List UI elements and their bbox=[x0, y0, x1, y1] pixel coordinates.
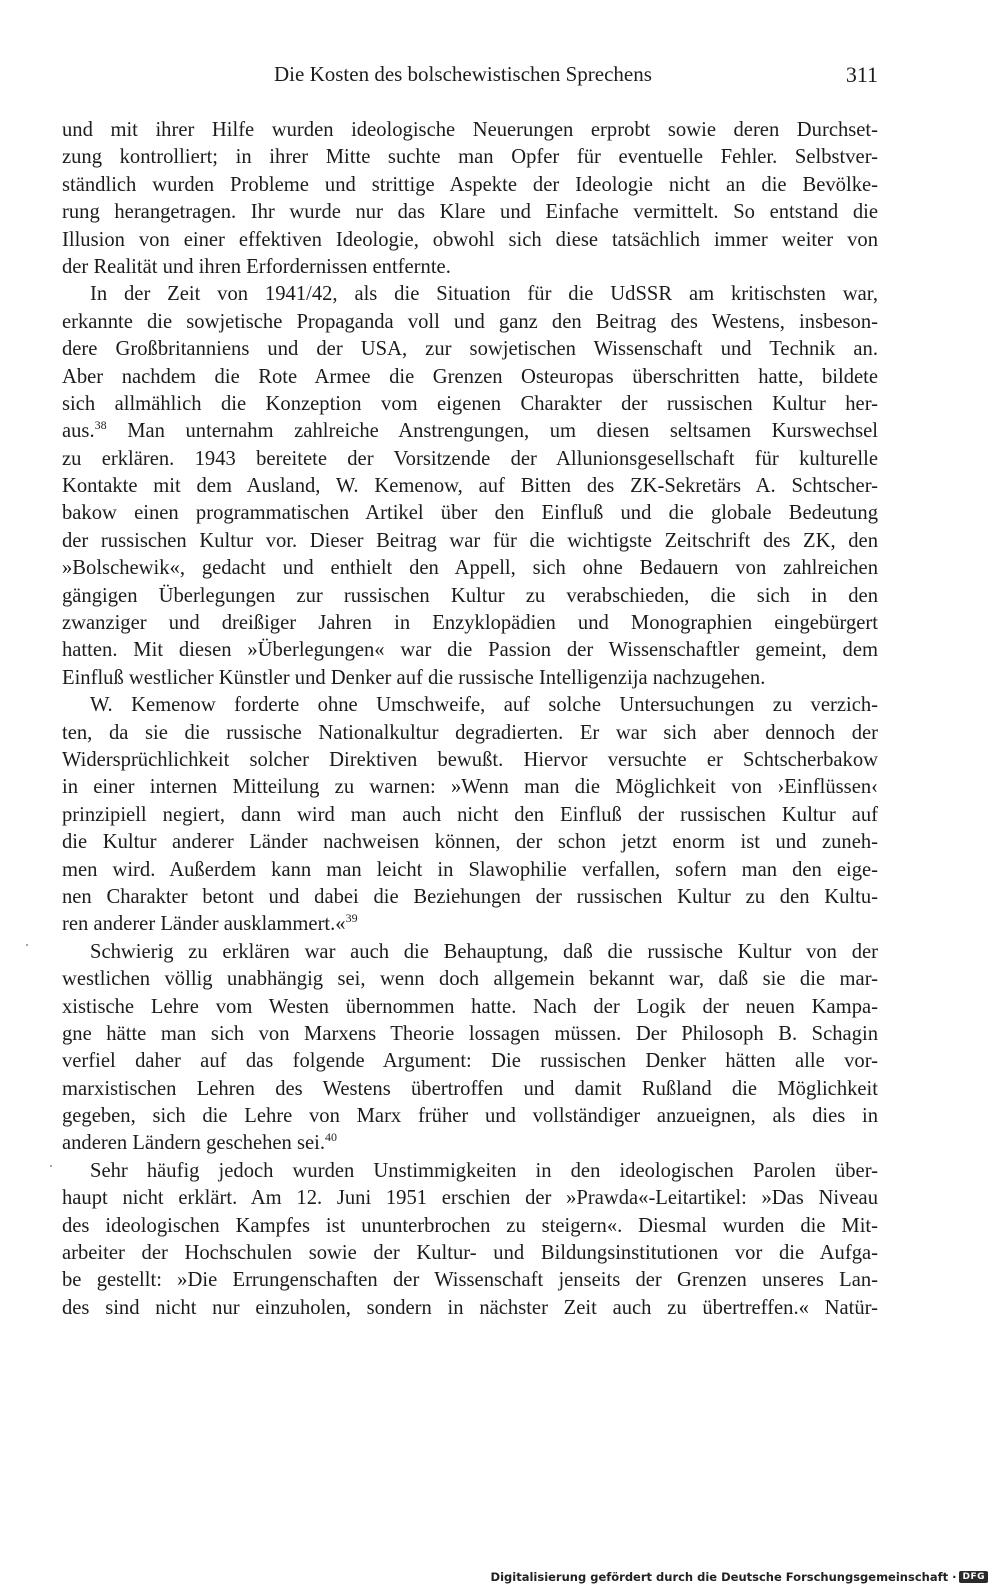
text-line bbox=[62, 966, 878, 993]
text-line bbox=[62, 336, 878, 363]
footnote-marker: 40 bbox=[325, 1130, 338, 1145]
text-line-content: Widersprüchlichkeit solcher Direktiven bewußt. Hiervor versuchte er Schtscherbakow bbox=[62, 748, 878, 771]
text-line bbox=[62, 281, 878, 308]
text-line-content: haupt nicht erklärt. Am 12. Juni 1951 erschien der »Prawda«-Leitartikel: »Das Niveau bbox=[62, 1187, 878, 1210]
text-line-content: Schwierig zu erklären war auch die Behauptung, daß die russische Kultur von der bbox=[90, 940, 878, 963]
text-line bbox=[62, 473, 878, 500]
text-line bbox=[62, 500, 878, 527]
running-header bbox=[62, 62, 878, 92]
text-line bbox=[62, 692, 878, 719]
dfg-logo: DFG bbox=[959, 1571, 988, 1583]
text-line-content: Illusion von einer effektiven Ideologie, obwohl sich diese tatsächlich immer weiter von bbox=[62, 228, 878, 251]
text-line-content: rung herangetragen. Ihr wurde nur das Klare und Einfache vermittelt. So entstand die bbox=[62, 201, 878, 224]
text-line bbox=[62, 418, 878, 445]
text-line-content: gängigen Überlegungen zur russischen Kultur zu verabschieden, die sich in den bbox=[62, 584, 878, 607]
text-line bbox=[62, 665, 878, 692]
text-line bbox=[62, 199, 878, 226]
text-line-content: und mit ihrer Hilfe wurden ideologische Neuerungen erprobt sowie deren Durchset- bbox=[62, 119, 878, 141]
text-line-content: der russischen Kultur vor. Dieser Beitrag war für die wichtigste Zeitschrift des ZK, den bbox=[62, 529, 878, 552]
text-line bbox=[62, 720, 878, 747]
text-line-content: bakow einen programmatischen Artikel über den Einfluß und die globale Bedeutung bbox=[62, 502, 878, 525]
text-line bbox=[62, 1130, 878, 1157]
text-line-content: hatten. Mit diesen »Überlegungen« war die Passion der Wissenschaftler gemeint, dem bbox=[62, 639, 878, 662]
text-line bbox=[62, 637, 878, 664]
text-line bbox=[62, 446, 878, 473]
text-line-content: anderen Ländern geschehen sei. bbox=[62, 1132, 326, 1155]
body-text bbox=[62, 117, 878, 1322]
running-title: Die Kosten des bolschewistischen Sprechens bbox=[274, 62, 652, 86]
footnote-marker: 39 bbox=[345, 911, 358, 926]
text-line bbox=[62, 309, 878, 336]
text-line bbox=[62, 172, 878, 199]
text-line bbox=[62, 774, 878, 801]
text-line-content: aus. bbox=[62, 420, 95, 443]
text-line-content: ren anderer Länder ausklammert.« bbox=[62, 913, 346, 936]
text-line-content: In der Zeit von 1941/42, als die Situation für die UdSSR am kritischsten war, bbox=[90, 283, 878, 306]
text-line bbox=[62, 802, 878, 829]
text-line-content: gegeben, sich die Lehre von Marx früher und vollständiger anzueignen, als dies in bbox=[62, 1105, 878, 1128]
digitization-footer bbox=[491, 1570, 988, 1584]
footnote-marker: 38 bbox=[94, 418, 107, 433]
text-line-content: zu erklären. 1943 bereitete der Vorsitzende der Allunionsgesellschaft für kulturelle bbox=[62, 447, 878, 470]
text-line-content: ten, da sie die russische Nationalkultur degradierten. Er war sich aber dennoch der bbox=[62, 721, 878, 744]
text-line bbox=[62, 1048, 878, 1075]
text-line bbox=[62, 610, 878, 637]
text-line-content: Aber nachdem die Rote Armee die Grenzen Osteuropas überschritten hatte, bildete bbox=[62, 365, 878, 388]
text-line-content: westlichen völlig unabhängig sei, wenn doch allgemein bekannt war, daß sie die mar- bbox=[62, 968, 878, 991]
text-line bbox=[62, 1185, 878, 1212]
text-line bbox=[62, 1295, 878, 1322]
page-number: 311 bbox=[845, 62, 878, 87]
text-line bbox=[62, 1213, 878, 1240]
text-line bbox=[62, 1103, 878, 1130]
text-line-content: gne hätte man sich von Marxens Theorie lossagen müssen. Der Philosoph B. Schagin bbox=[62, 1022, 878, 1045]
text-line bbox=[62, 583, 878, 610]
text-line bbox=[62, 117, 878, 144]
text-line-content: dere Großbritanniens und der USA, zur sowjetischen Wissenschaft und Technik an. bbox=[62, 338, 878, 361]
text-line-content: ständlich wurden Probleme und strittige Aspekte der Ideologie nicht an die Bevölke- bbox=[62, 173, 878, 196]
text-line-content: xistische Lehre vom Westen übernommen hatte. Nach der Logik der neuen Kampa- bbox=[62, 995, 878, 1018]
text-line-content: zwanziger und dreißiger Jahren in Enzyklopädien und Monographien eingebürgert bbox=[62, 612, 878, 635]
text-line-content: Sehr häufig jedoch wurden Unstimmigkeiten in den ideologischen Parolen über- bbox=[90, 1159, 878, 1182]
text-line-content: »Bolschewik«, gedacht und enthielt den Appell, sich ohne Bedauern von zahlreichen bbox=[62, 557, 878, 580]
text-line-content: erkannte die sowjetische Propaganda voll und ganz den Beitrag des Westens, insbeson- bbox=[62, 310, 878, 333]
text-line bbox=[62, 144, 878, 171]
text-line-content: W. Kemenow forderte ohne Umschweife, auf solche Untersuchungen zu verzich- bbox=[90, 694, 878, 717]
text-line-content: des sind nicht nur einzuholen, sondern in nächster Zeit auch zu übertreffen.« Natür- bbox=[62, 1296, 878, 1319]
text-line-content: zung kontrolliert; in ihrer Mitte suchte man Opfer für eventuelle Fehler. Selbstver- bbox=[62, 146, 878, 169]
text-line-content: prinzipiell negiert, dann wird man auch nicht den Einfluß der russischen Kultur auf bbox=[62, 803, 878, 826]
text-line-content: marxistischen Lehren des Westens übertroffen und damit Rußland die Möglichkeit bbox=[62, 1077, 878, 1100]
text-line-content: men wird. Außerdem kann man leicht in Slawophilie verfallen, sofern man den eige- bbox=[62, 858, 878, 881]
text-line bbox=[62, 1240, 878, 1267]
text-line bbox=[62, 747, 878, 774]
text-line bbox=[62, 555, 878, 582]
text-line bbox=[62, 1158, 878, 1185]
text-line-content: die Kultur anderer Länder nachweisen können, der schon jetzt enorm ist und zuneh- bbox=[62, 831, 878, 854]
text-line-content: des ideologischen Kampfes ist ununterbrochen zu steigern«. Diesmal wurden die Mit- bbox=[62, 1214, 878, 1237]
text-line-content: Man unternahm zahlreiche Anstrengungen, um diesen seltsamen Kurswechsel bbox=[106, 420, 878, 443]
text-line-content: verfiel daher auf das folgende Argument: Die russischen Denker hätten alle vor- bbox=[62, 1050, 878, 1073]
text-line-content: Kontakte mit dem Ausland, W. Kemenow, auf Bitten des ZK-Sekretärs A. Schtscher- bbox=[62, 475, 878, 498]
text-line bbox=[62, 911, 878, 938]
funding-note: Digitalisierung gefördert durch die Deutsche Forschungsgemeinschaft · bbox=[490, 1570, 957, 1584]
text-line bbox=[62, 1021, 878, 1048]
text-line-content: Einfluß westlicher Künstler und Denker auf die russische Intelligenzija nachzugehen. bbox=[62, 666, 766, 689]
text-line-content: der Realität und ihren Erfordernissen entfernte. bbox=[62, 255, 451, 278]
text-line bbox=[62, 1076, 878, 1103]
scan-speck bbox=[50, 1165, 52, 1167]
text-line bbox=[62, 254, 878, 281]
scan-speck bbox=[26, 944, 28, 946]
text-line-content: be gestellt: »Die Errungenschaften der Wissenschaft jenseits der Grenzen unseres Lan- bbox=[62, 1269, 878, 1292]
text-line bbox=[62, 884, 878, 911]
text-line bbox=[62, 1267, 878, 1294]
text-line bbox=[62, 829, 878, 856]
text-line bbox=[62, 939, 878, 966]
text-line bbox=[62, 227, 878, 254]
text-line bbox=[62, 364, 878, 391]
text-line-content: sich allmählich die Konzeption vom eigenen Charakter der russischen Kultur her- bbox=[62, 392, 878, 415]
text-line-content: arbeiter der Hochschulen sowie der Kultur- und Bildungsinstitutionen vor die Aufga- bbox=[62, 1242, 878, 1265]
text-line-content: nen Charakter betont und dabei die Beziehungen der russischen Kultur zu den Kultu- bbox=[62, 885, 878, 908]
text-line bbox=[62, 528, 878, 555]
text-line-content: in einer internen Mitteilung zu warnen: »Wenn man die Möglichkeit von ›Einflüssen‹ bbox=[62, 776, 878, 799]
text-line bbox=[62, 857, 878, 884]
text-line bbox=[62, 994, 878, 1021]
text-line bbox=[62, 391, 878, 418]
